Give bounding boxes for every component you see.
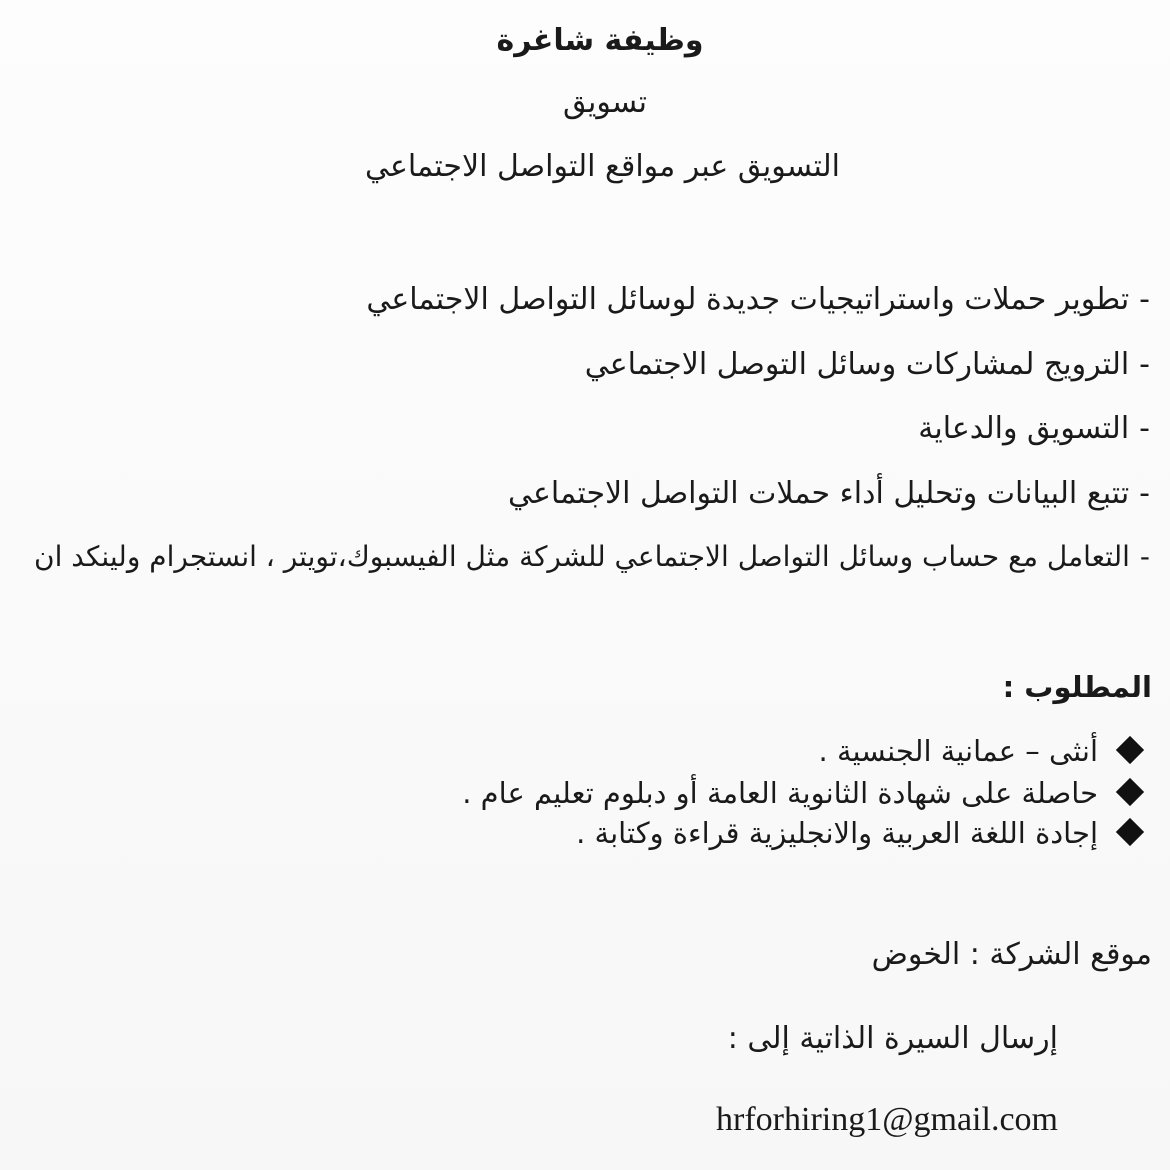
duty-item [584,347,1150,382]
dash-marker: - [1139,347,1150,382]
requirement-text: أنثى – عمانية الجنسية . [818,734,1098,768]
dash-marker: - [1139,540,1150,573]
duty-item [918,411,1150,446]
dash-marker: - [1139,476,1150,511]
duty-item [508,476,1150,511]
requirement-item [462,776,1140,810]
department-name: تسويق [563,85,647,120]
contact-email: hrforhiring1@gmail.com [716,1101,1058,1138]
position-name: التسويق عبر مواقع التواصل الاجتماعي [364,149,840,184]
duty-text: تتبع البيانات وتحليل أداء حملات التواصل الاجتماعي [508,476,1130,511]
duty-item [34,540,1150,573]
dash-marker: - [1139,411,1150,446]
duty-text: تطوير حملات واستراتيجيات جديدة لوسائل التواصل الاجتماعي [366,282,1130,317]
duty-item [366,282,1150,317]
dash-marker: - [1139,282,1150,317]
company-location: موقع الشركة : الخوض [871,937,1152,972]
diamond-bullet-icon [1116,818,1144,846]
duty-text: التعامل مع حساب وسائل التواصل الاجتماعي للشركة مثل الفيسبوك،تويتر ، انستجرام ولينكد ان [34,540,1130,573]
requirement-text: إجادة اللغة العربية والانجليزية قراءة وكتابة . [576,816,1098,850]
requirement-item [818,734,1140,768]
diamond-bullet-icon [1116,736,1144,764]
send-cv-label: إرسال السيرة الذاتية إلى : [727,1021,1058,1056]
diamond-bullet-icon [1116,778,1144,806]
requirements-heading: المطلوب : [1002,670,1152,704]
requirement-item [576,816,1140,850]
duty-text: التسويق والدعاية [918,411,1130,446]
document-title: وظيفة شاغرة [496,23,704,58]
requirement-text: حاصلة على شهادة الثانوية العامة أو دبلوم تعليم عام . [462,776,1098,810]
duty-text: الترويج لمشاركات وسائل التوصل الاجتماعي [584,347,1130,382]
